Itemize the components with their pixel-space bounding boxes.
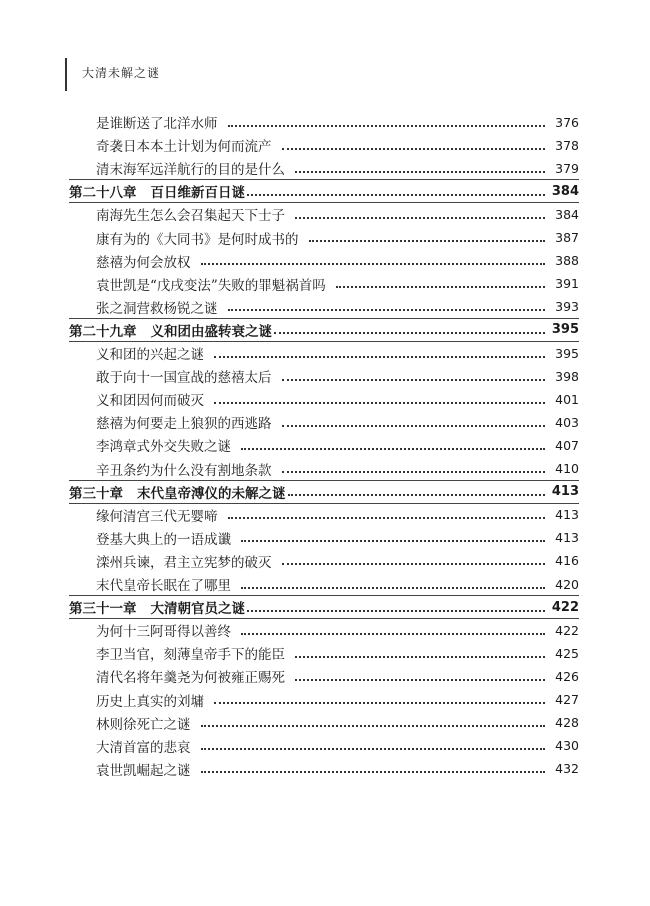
toc-entry-row[interactable] (96, 619, 579, 641)
chapter-divider (69, 318, 579, 319)
entry-title: 慈禧为何会放权 (96, 254, 191, 271)
toc-entry-row[interactable] (96, 227, 579, 249)
entry-title: 清末海军远洋航行的目的是什么 (96, 162, 285, 179)
entry-title: 义和团因何而破灭 (96, 393, 204, 410)
entry-title: 李卫当官，刻薄皇帝手下的能臣 (96, 647, 285, 664)
toc-entry-row[interactable] (96, 458, 579, 480)
toc-entry-row[interactable] (96, 504, 579, 526)
toc-entry-row[interactable] (96, 203, 579, 225)
page-number: 410 (555, 461, 579, 476)
dot-leader (295, 170, 545, 173)
page-number: 393 (555, 299, 579, 315)
page-number: 391 (555, 276, 579, 292)
entry-title: 敢于向十一国宣战的慈禧太后 (96, 370, 272, 387)
toc-entry-row[interactable] (96, 365, 579, 387)
entry-title: 慈禧为何要走上狼狈的西逃路 (96, 416, 272, 433)
toc-entry-row[interactable] (96, 273, 579, 295)
dot-leader (282, 562, 546, 565)
chapter-title: 大清朝官员之谜 (150, 601, 245, 618)
toc-entry-row[interactable] (96, 550, 579, 572)
toc-entry-row[interactable] (96, 296, 579, 318)
entry-title: 大清首富的悲哀 (96, 739, 191, 756)
dot-leader (274, 331, 545, 334)
toc-chapter-row[interactable] (69, 596, 579, 618)
entry-title: 袁世凯是“戊戌变法”失败的罪魁祸首吗 (96, 277, 326, 294)
dot-leader (228, 124, 546, 127)
dot-leader (288, 493, 546, 496)
page-number: 384 (551, 183, 579, 199)
chapter-title: 百日维新百日谜 (150, 185, 245, 202)
dot-leader (247, 193, 545, 196)
page-number: 403 (555, 414, 579, 430)
chapter-number: 第三十一章 (69, 601, 137, 618)
toc-entry-row[interactable] (96, 342, 579, 364)
toc-entry-row[interactable] (96, 250, 579, 272)
entry-title: 张之洞营救杨锐之谜 (96, 300, 218, 317)
toc-entry-row[interactable] (96, 111, 579, 133)
dot-leader (228, 308, 546, 311)
dot-leader (282, 424, 546, 427)
toc-entry-row[interactable] (96, 758, 579, 780)
dot-leader (201, 770, 546, 773)
dot-leader (309, 239, 546, 242)
dot-leader (201, 747, 546, 750)
toc-entry-row[interactable] (96, 388, 579, 410)
dot-leader (247, 609, 545, 612)
page-number: 388 (555, 253, 579, 269)
entry-title: 登基大典上的一语成谶 (96, 531, 231, 548)
toc-chapter-row[interactable] (69, 481, 579, 503)
toc-entry-row[interactable] (96, 434, 579, 456)
entry-title: 滦州兵谏，君主立宪梦的破灭 (96, 554, 272, 571)
page-number: 407 (555, 437, 579, 453)
page-number: 427 (555, 692, 579, 707)
page-number: 395 (551, 322, 579, 338)
page-number: 422 (551, 599, 579, 615)
dot-leader (336, 285, 545, 288)
dot-leader (295, 216, 545, 219)
page-number: 401 (555, 391, 579, 407)
page-number: 413 (555, 530, 579, 546)
toc-entry-row[interactable] (96, 134, 579, 156)
entry-title: 辛丑条约为什么没有割地条款 (96, 462, 272, 479)
dot-leader (228, 516, 546, 519)
page-number: 379 (555, 160, 579, 176)
chapter-title: 末代皇帝溥仪的未解之谜 (137, 485, 286, 502)
page-number: 378 (555, 137, 579, 153)
toc-entry-row[interactable] (96, 411, 579, 433)
entry-title: 奇袭日本本土计划为何而流产 (96, 139, 272, 156)
toc-entry-row[interactable] (96, 665, 579, 687)
page-number: 413 (551, 484, 579, 500)
dot-leader (282, 378, 546, 381)
header-rule (65, 58, 67, 91)
chapter-divider (69, 595, 579, 596)
entry-title: 历史上真实的刘墉 (96, 693, 204, 710)
page-number: 398 (555, 368, 579, 384)
dot-leader (201, 262, 546, 265)
running-header-title: 大清未解之谜 (82, 66, 161, 80)
dot-leader (295, 678, 545, 681)
dot-leader (214, 401, 545, 404)
dot-leader (241, 539, 545, 542)
toc-entry-row[interactable] (96, 712, 579, 734)
page-number: 426 (555, 668, 579, 684)
dot-leader (241, 586, 545, 589)
entry-title: 末代皇帝长眠在了哪里 (96, 578, 231, 594)
entry-title: 义和团的兴起之谜 (96, 347, 204, 363)
toc-entry-row[interactable] (96, 527, 579, 549)
chapter-number: 第三十章 (69, 485, 123, 502)
dot-leader (241, 447, 545, 450)
page-number: 413 (555, 507, 579, 523)
page-number: 395 (555, 345, 579, 361)
toc-entry-row[interactable] (96, 689, 579, 711)
toc-chapter-row[interactable] (69, 319, 579, 341)
page-number: 376 (555, 114, 579, 130)
chapter-divider (69, 179, 579, 180)
entry-title: 南海先生怎么会召集起天下士子 (96, 208, 285, 225)
dot-leader (295, 655, 545, 658)
chapter-divider (69, 480, 579, 481)
toc-entry-row[interactable] (96, 735, 579, 757)
toc-entry-row[interactable] (96, 157, 579, 179)
entry-title: 康有为的《大同书》是何时成书的 (96, 231, 299, 248)
dot-leader (241, 632, 545, 635)
page-number: 387 (555, 230, 579, 245)
toc-chapter-row[interactable] (69, 180, 579, 202)
page-number: 425 (555, 645, 579, 661)
chapter-title: 义和团由盛转衰之谜 (150, 323, 272, 340)
chapter-number: 第二十九章 (69, 323, 137, 340)
page-number: 420 (555, 576, 579, 592)
entry-title: 是谁断送了北洋水师 (96, 116, 218, 132)
toc-entry-row[interactable] (96, 573, 579, 595)
entry-title: 袁世凯崛起之谜 (96, 762, 191, 779)
page-number: 430 (555, 738, 579, 754)
page-number: 416 (555, 553, 579, 569)
entry-title: 李鸿章式外交失败之谜 (96, 439, 231, 456)
dot-leader (214, 701, 545, 704)
chapter-number: 第二十八章 (69, 185, 137, 202)
entry-title: 清代名将年羹尧为何被雍正赐死 (96, 670, 285, 687)
dot-leader (282, 147, 546, 150)
page-number: 422 (555, 622, 579, 638)
page-number: 432 (555, 761, 579, 777)
dot-leader (214, 355, 545, 358)
dot-leader (201, 724, 546, 727)
page-number: 428 (555, 715, 579, 731)
entry-title: 缘何清宫三代无婴啼 (96, 508, 218, 525)
toc-entry-row[interactable] (96, 642, 579, 664)
entry-title: 为何十三阿哥得以善终 (96, 624, 231, 641)
page-number: 384 (555, 206, 579, 222)
dot-leader (282, 470, 546, 473)
entry-title: 林则徐死亡之谜 (96, 716, 191, 733)
